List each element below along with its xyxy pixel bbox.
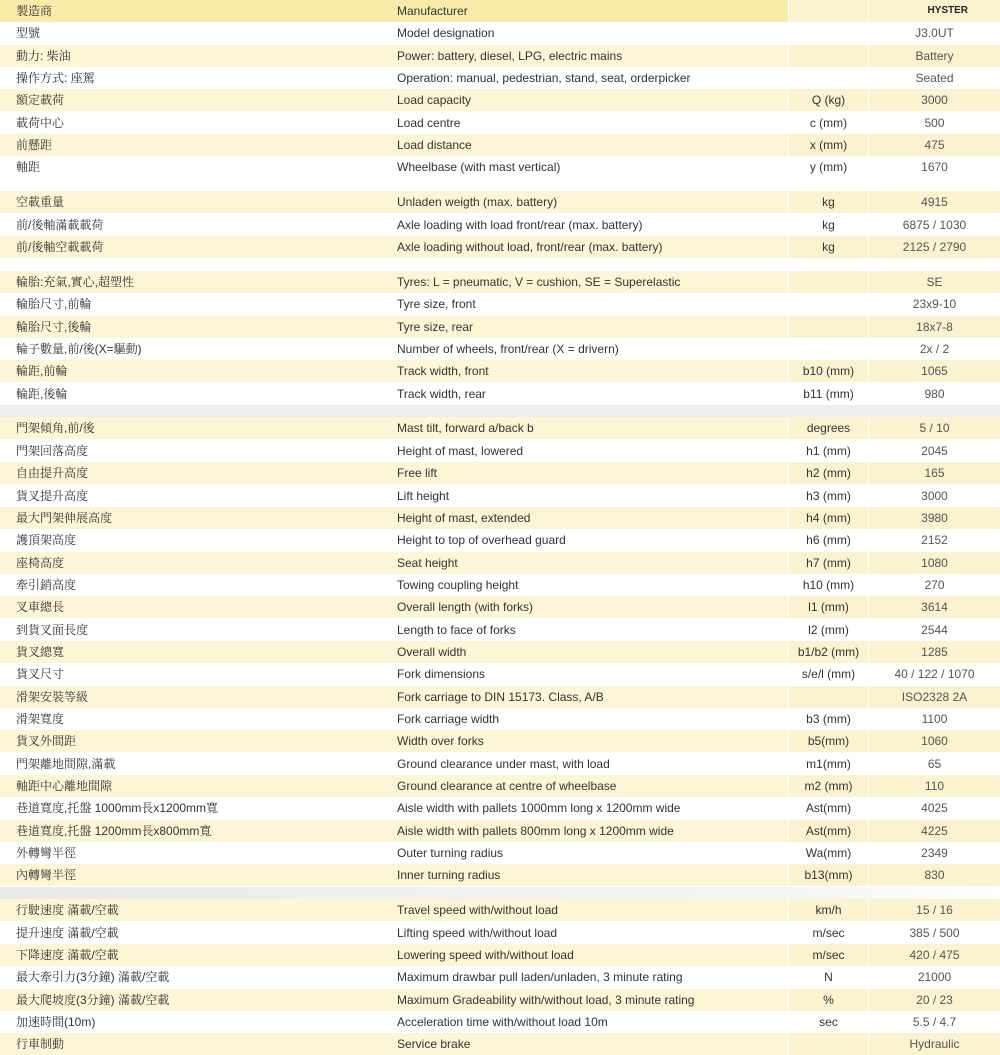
spec-unit: h2 (mm)	[788, 462, 868, 484]
spec-label-en: Inner turning radius	[397, 868, 501, 883]
spec-value: 3000	[868, 485, 1000, 507]
spec-unit	[788, 1033, 868, 1055]
spec-unit	[788, 686, 868, 708]
spec-label-en: Seat height	[397, 555, 458, 570]
spec-unit: h7 (mm)	[788, 552, 868, 574]
spec-label-zh: 自由提升高度	[16, 466, 89, 481]
spec-row	[0, 686, 1000, 708]
spec-label-en: Lift height	[397, 488, 450, 503]
spec-value: 1285	[868, 641, 1000, 663]
spec-row	[0, 112, 1000, 134]
spec-row	[0, 922, 1000, 944]
spec-value: Hydraulic	[868, 1033, 1000, 1055]
spec-label-zh: 門架回落高度	[16, 443, 89, 458]
spec-label-en: Width over forks	[397, 734, 484, 749]
spec-unit: s/e/l (mm)	[788, 663, 868, 685]
spec-value: 3000	[868, 89, 1000, 111]
spec-label-zh: 下降速度 滿載/空載	[16, 948, 119, 962]
spec-unit: m/sec	[788, 922, 868, 944]
section-separator	[0, 258, 1000, 271]
spec-label-zh: 護頂架高度	[16, 533, 77, 548]
spec-row	[0, 338, 1000, 360]
spec-label-en: Tyre size, rear	[397, 319, 474, 334]
spec-value: 21000	[868, 966, 1000, 988]
spec-label-en: Ground clearance under mast, with load	[397, 756, 610, 771]
spec-value: 500	[868, 112, 1000, 134]
spec-unit: Ast(mm)	[788, 797, 868, 819]
spec-label-en: Fork dimensions	[397, 667, 486, 682]
spec-unit: N	[788, 966, 868, 988]
spec-row	[0, 0, 1000, 22]
spec-label-en: Tyres: L = pneumatic, V = cushion, SE = Superelastic	[397, 274, 681, 289]
spec-label-en: Aisle width with pallets 800mm long x 1200mm wide	[397, 823, 674, 838]
spec-value: 2x / 2	[868, 338, 1000, 360]
spec-unit: Wa(mm)	[788, 842, 868, 864]
spec-row	[0, 899, 1000, 921]
spec-row	[0, 316, 1000, 338]
spec-row	[0, 529, 1000, 551]
spec-label-zh: 最大門架伸展高度	[16, 510, 113, 525]
spec-label-zh: 外轉彎半徑	[16, 846, 77, 861]
spec-value: 270	[868, 574, 1000, 596]
spec-label-zh: 輪距,後輪	[16, 386, 68, 401]
spec-value: SE	[868, 271, 1000, 293]
spec-row	[0, 820, 1000, 842]
spec-label-en: Overall width	[397, 644, 467, 659]
spec-unit	[788, 293, 868, 315]
spec-label-en: Wheelbase (with mast vertical)	[397, 160, 561, 175]
spec-label-zh: 加速時間(10m)	[16, 1015, 96, 1030]
spec-row	[0, 134, 1000, 156]
spec-label-en: Maximum Gradeability with/without load, 3 minute rating	[397, 992, 695, 1007]
spec-label-zh: 載荷中心	[16, 115, 65, 130]
spec-label-zh: 滑架寬度	[16, 712, 65, 726]
spec-label-zh: 貨叉尺寸	[16, 667, 65, 682]
spec-label-en: Power: battery, diesel, LPG, electric mains	[397, 48, 623, 63]
spec-value: 4025	[868, 797, 1000, 819]
spec-label-zh: 提升速度 滿載/空載	[16, 925, 119, 940]
spec-unit: h6 (mm)	[788, 529, 868, 551]
spec-value: 5.5 / 4.7	[868, 1011, 1000, 1033]
spec-row	[0, 619, 1000, 641]
spec-row	[0, 1033, 1000, 1055]
spec-value: 40 / 122 / 1070	[868, 663, 1000, 685]
spec-row	[0, 775, 1000, 797]
spec-label-en: Height of mast, lowered	[397, 443, 524, 458]
spec-unit: m1(mm)	[788, 753, 868, 775]
spec-value: Seated	[868, 67, 1000, 89]
spec-row	[0, 574, 1000, 596]
spec-label-en: Ground clearance at centre of wheelbase	[397, 779, 617, 794]
spec-row	[0, 67, 1000, 89]
spec-value: 1670	[868, 156, 1000, 178]
spec-label-en: Acceleration time with/without load 10m	[397, 1015, 608, 1030]
spec-unit: x (mm)	[788, 134, 868, 156]
spec-label-en: Operation: manual, pedestrian, stand, seat, orderpicker	[397, 71, 691, 86]
spec-row	[0, 360, 1000, 382]
spec-value: 18x7-8	[868, 316, 1000, 338]
brand-logo-text: HYSTER	[868, 0, 1000, 22]
spec-label-zh: 前懸距	[16, 138, 53, 153]
spec-row	[0, 864, 1000, 886]
spec-row	[0, 440, 1000, 462]
spec-row	[0, 214, 1000, 236]
spec-label-zh: 貨叉提升高度	[16, 488, 89, 503]
spec-row	[0, 966, 1000, 988]
spec-unit	[788, 67, 868, 89]
spec-unit: kg	[788, 214, 868, 236]
spec-unit: b1/b2 (mm)	[788, 641, 868, 663]
spec-label-zh: 門架離地間隙,滿載	[16, 756, 116, 771]
spec-label-en: Maximum drawbar pull laden/unladen, 3 minute rating	[397, 970, 683, 985]
spec-value: 3614	[868, 596, 1000, 618]
spec-label-en: Free lift	[397, 466, 438, 481]
spec-value: 2045	[868, 440, 1000, 462]
spec-label-en: Mast tilt, forward a/back b	[397, 421, 534, 436]
spec-label-zh: 貨叉總寬	[16, 644, 65, 659]
spec-unit: b3 (mm)	[788, 708, 868, 730]
section-separator	[0, 179, 1000, 192]
spec-label-en: Load capacity	[397, 93, 472, 108]
spec-label-zh: 到貨叉面長度	[16, 622, 89, 637]
spec-label-zh: 牽引銷高度	[16, 577, 77, 592]
spec-label-zh: 輪子數量,前/後(X=驅動)	[16, 341, 142, 356]
spec-label-en: Lowering speed with/without load	[397, 948, 574, 962]
spec-unit: kg	[788, 191, 868, 213]
spec-unit: l2 (mm)	[788, 619, 868, 641]
spec-label-zh: 前/後軸滿載載荷	[16, 217, 104, 232]
spec-value: 1080	[868, 552, 1000, 574]
spec-label-zh: 巷道寬度,托盤 1200mm長x800mm寬	[16, 823, 212, 838]
spec-unit: degrees	[788, 417, 868, 439]
spec-row	[0, 293, 1000, 315]
spec-value: 65	[868, 753, 1000, 775]
spec-label-zh: 行駛速度 滿載/空載	[16, 903, 119, 918]
spec-label-zh: 動力: 柴油	[16, 48, 71, 63]
spec-label-en: Overall length (with forks)	[397, 600, 534, 615]
spec-unit: b10 (mm)	[788, 360, 868, 382]
spec-row	[0, 944, 1000, 966]
spec-unit: l1 (mm)	[788, 596, 868, 618]
spec-label-en: Number of wheels, front/rear (X = drivern)	[397, 341, 619, 356]
spec-unit	[788, 0, 868, 22]
spec-label-en: Height of mast, extended	[397, 510, 531, 525]
spec-value: 1100	[868, 708, 1000, 730]
spec-row	[0, 663, 1000, 685]
spec-label-zh: 輪胎:充氣,實心,超塑性	[16, 274, 135, 289]
spec-label-zh: 空載重量	[16, 195, 65, 210]
spec-label-en: Lifting speed with/without load	[397, 925, 558, 940]
spec-unit: m2 (mm)	[788, 775, 868, 797]
spec-row	[0, 156, 1000, 178]
spec-row	[0, 730, 1000, 752]
spec-unit: h10 (mm)	[788, 574, 868, 596]
spec-label-zh: 額定載荷	[16, 93, 65, 108]
spec-unit: km/h	[788, 899, 868, 921]
spec-unit: b5(mm)	[788, 730, 868, 752]
spec-row	[0, 462, 1000, 484]
spec-unit: kg	[788, 236, 868, 258]
spec-label-en: Outer turning radius	[397, 846, 504, 861]
spec-label-zh: 軸距中心離地間隙	[16, 779, 113, 794]
spec-row	[0, 271, 1000, 293]
spec-row	[0, 45, 1000, 67]
spec-label-en: Model designation	[397, 26, 495, 41]
spec-label-zh: 最大爬坡度(3分鐘) 滿載/空載	[16, 992, 170, 1007]
spec-value: 6875 / 1030	[868, 214, 1000, 236]
spec-value: 20 / 23	[868, 989, 1000, 1011]
spec-value: 4225	[868, 820, 1000, 842]
section-separator	[0, 405, 1000, 418]
spec-unit: Q (kg)	[788, 89, 868, 111]
spec-label-en: Aisle width with pallets 1000mm long x 1200mm wide	[397, 801, 681, 816]
spec-value: 2349	[868, 842, 1000, 864]
spec-value: 23x9-10	[868, 293, 1000, 315]
spec-row	[0, 708, 1000, 730]
spec-label-en: Track width, rear	[397, 386, 486, 401]
spec-row	[0, 989, 1000, 1011]
spec-label-en: Height to top of overhead guard	[397, 533, 566, 548]
spec-label-en: Travel speed with/without load	[397, 903, 558, 918]
spec-label-en: Tyre size, front	[397, 297, 476, 312]
spec-label-en: Manufacturer	[397, 4, 468, 18]
spec-label-en: Load distance	[397, 138, 472, 153]
spec-label-en: Service brake	[397, 1037, 471, 1052]
spec-label-zh: 滑架安裝等級	[16, 689, 89, 704]
spec-row	[0, 753, 1000, 775]
spec-label-en: Load centre	[397, 115, 461, 130]
spec-label-en: Towing coupling height	[397, 577, 519, 592]
spec-label-zh: 軸距	[16, 160, 41, 175]
spec-row	[0, 797, 1000, 819]
spec-value: 385 / 500	[868, 922, 1000, 944]
spec-label-en: Length to face of forks	[397, 622, 516, 637]
spec-unit: %	[788, 989, 868, 1011]
spec-value: 2544	[868, 619, 1000, 641]
spec-unit: c (mm)	[788, 112, 868, 134]
spec-unit	[788, 22, 868, 44]
spec-label-en: Axle loading with load front/rear (max. battery)	[397, 217, 643, 232]
spec-label-zh: 製造商	[16, 4, 53, 18]
spec-row	[0, 641, 1000, 663]
spec-unit: Ast(mm)	[788, 820, 868, 842]
section-separator	[0, 887, 1000, 900]
spec-unit: h1 (mm)	[788, 440, 868, 462]
spec-value: 475	[868, 134, 1000, 156]
spec-value: ISO2328 2A	[868, 686, 1000, 708]
spec-unit	[788, 316, 868, 338]
spec-label-en: Unladen weigth (max. battery)	[397, 195, 558, 210]
spec-label-en: Axle loading without load, front/rear (max. battery)	[397, 240, 663, 254]
spec-row	[0, 22, 1000, 44]
spec-value: 830	[868, 864, 1000, 886]
spec-value: 2125 / 2790	[868, 236, 1000, 258]
spec-label-zh: 叉車總長	[16, 600, 65, 615]
spec-label-zh: 座椅高度	[16, 555, 65, 570]
spec-label-en: Fork carriage width	[397, 712, 500, 726]
spec-value: 2152	[868, 529, 1000, 551]
spec-label-zh: 最大牽引力(3分鐘) 滿載/空載	[16, 970, 170, 985]
spec-unit: y (mm)	[788, 156, 868, 178]
spec-value: 4915	[868, 191, 1000, 213]
spec-unit: sec	[788, 1011, 868, 1033]
spec-value: 3980	[868, 507, 1000, 529]
spec-label-zh: 輪胎尺寸,後輪	[16, 319, 92, 334]
spec-value: J3.0UT	[868, 22, 1000, 44]
spec-label-zh: 操作方式: 座駕	[16, 71, 95, 86]
spec-unit	[788, 271, 868, 293]
spec-value: 1060	[868, 730, 1000, 752]
spec-row	[0, 89, 1000, 111]
spec-label-zh: 型號	[16, 26, 41, 41]
spec-label-zh: 巷道寬度,托盤 1000mm長x1200mm寬	[16, 801, 219, 816]
spec-row	[0, 507, 1000, 529]
spec-row	[0, 417, 1000, 439]
spec-label-zh: 門架傾角,前/後	[16, 421, 95, 436]
spec-unit	[788, 338, 868, 360]
spec-label-zh: 內轉彎半徑	[16, 868, 77, 883]
spec-value: 5 / 10	[868, 417, 1000, 439]
spec-value: 110	[868, 775, 1000, 797]
spec-unit: h3 (mm)	[788, 485, 868, 507]
spec-unit: m/sec	[788, 944, 868, 966]
spec-value: 980	[868, 383, 1000, 405]
spec-label-zh: 行車制動	[16, 1037, 65, 1052]
spec-label-zh: 輪距,前輪	[16, 364, 68, 379]
spec-label-zh: 貨叉外間距	[16, 734, 77, 749]
spec-label-zh: 輪胎尺寸,前輪	[16, 297, 92, 312]
spec-row	[0, 485, 1000, 507]
spec-unit: b13(mm)	[788, 864, 868, 886]
spec-row	[0, 1011, 1000, 1033]
spec-row	[0, 191, 1000, 213]
spec-value: 165	[868, 462, 1000, 484]
spec-row	[0, 552, 1000, 574]
spec-value: 15 / 16	[868, 899, 1000, 921]
spec-row	[0, 236, 1000, 258]
spec-value: Battery	[868, 45, 1000, 67]
spec-value: 1065	[868, 360, 1000, 382]
spec-label-en: Track width, front	[397, 364, 489, 379]
spec-row	[0, 842, 1000, 864]
spec-unit: b11 (mm)	[788, 383, 868, 405]
spec-unit	[788, 45, 868, 67]
spec-label-en: Fork carriage to DIN 15173. Class, A/B	[397, 689, 604, 704]
spec-row	[0, 596, 1000, 618]
spec-label-zh: 前/後軸空載載荷	[16, 240, 104, 254]
spec-unit: h4 (mm)	[788, 507, 868, 529]
spec-row	[0, 383, 1000, 405]
spec-value: 420 / 475	[868, 944, 1000, 966]
